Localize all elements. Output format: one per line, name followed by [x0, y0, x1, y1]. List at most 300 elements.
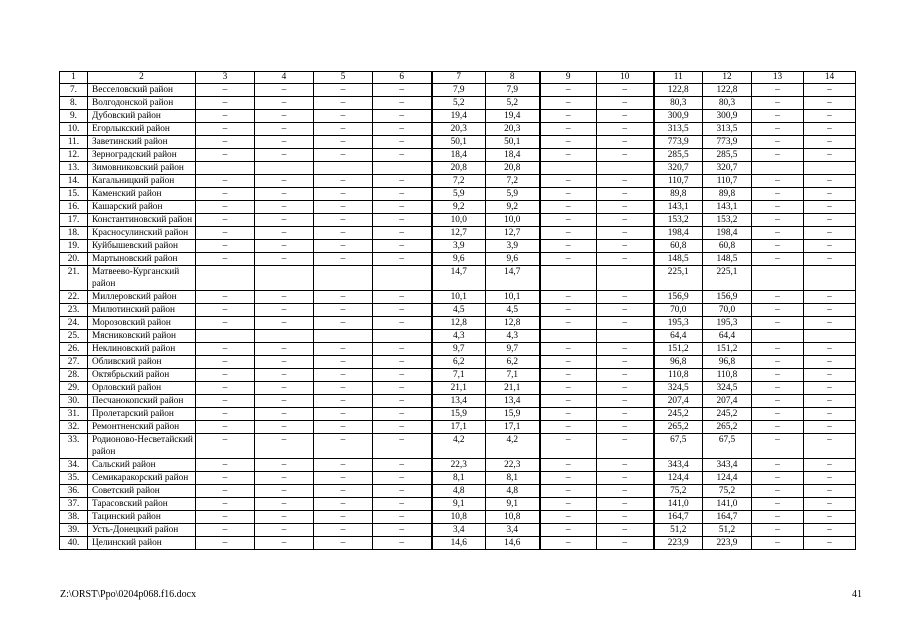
value-cell: –: [540, 84, 597, 97]
value-cell: 4,8: [486, 485, 540, 498]
value-cell: 265,2: [703, 421, 752, 434]
column-number: 6: [373, 72, 432, 84]
value-cell: –: [255, 84, 314, 97]
value-cell: –: [752, 485, 804, 498]
row-number: 38.: [60, 511, 88, 524]
value-cell: 51,2: [703, 524, 752, 537]
value-cell: 3,4: [432, 524, 486, 537]
row-number: 14.: [60, 175, 88, 188]
value-cell: –: [255, 524, 314, 537]
value-cell: 122,8: [654, 84, 703, 97]
value-cell: 265,2: [654, 421, 703, 434]
value-cell: [804, 162, 856, 175]
value-cell: –: [597, 240, 654, 253]
value-cell: –: [314, 227, 373, 240]
row-number: 22.: [60, 291, 88, 304]
table-row: [60, 317, 856, 330]
value-cell: –: [752, 84, 804, 97]
table-row: [60, 214, 856, 227]
district-name: Морозовский район: [88, 317, 196, 330]
column-number: 10: [597, 72, 654, 84]
value-cell: 313,5: [703, 123, 752, 136]
value-cell: 8,1: [432, 472, 486, 485]
value-cell: –: [752, 395, 804, 408]
value-cell: 300,9: [654, 110, 703, 123]
table-row: [60, 511, 856, 524]
district-name: Волгодонской район: [88, 97, 196, 110]
value-cell: –: [752, 110, 804, 123]
value-cell: –: [804, 472, 856, 485]
value-cell: 320,7: [654, 162, 703, 175]
value-cell: –: [314, 110, 373, 123]
value-cell: –: [804, 253, 856, 266]
value-cell: 9,2: [486, 201, 540, 214]
value-cell: –: [373, 395, 432, 408]
value-cell: 6,2: [486, 356, 540, 369]
value-cell: 9,7: [486, 343, 540, 356]
value-cell: 141,0: [654, 498, 703, 511]
value-cell: 225,1: [654, 266, 703, 291]
value-cell: 5,2: [486, 97, 540, 110]
value-cell: –: [373, 110, 432, 123]
value-cell: –: [540, 304, 597, 317]
value-cell: 96,8: [703, 356, 752, 369]
value-cell: 15,9: [432, 408, 486, 421]
value-cell: –: [314, 395, 373, 408]
table-row: [60, 240, 856, 253]
row-number: 25.: [60, 330, 88, 343]
row-number: 21.: [60, 266, 88, 291]
column-number: 9: [540, 72, 597, 84]
value-cell: 9,1: [486, 498, 540, 511]
value-cell: [752, 330, 804, 343]
district-name: Зимовниковский район: [88, 162, 196, 175]
value-cell: –: [314, 524, 373, 537]
value-cell: –: [804, 188, 856, 201]
value-cell: –: [597, 356, 654, 369]
value-cell: –: [255, 421, 314, 434]
value-cell: –: [752, 421, 804, 434]
value-cell: 343,4: [703, 459, 752, 472]
value-cell: 80,3: [703, 97, 752, 110]
value-cell: 89,8: [703, 188, 752, 201]
value-cell: –: [373, 434, 432, 459]
value-cell: –: [540, 472, 597, 485]
value-cell: 5,2: [432, 97, 486, 110]
value-cell: [314, 330, 373, 343]
value-cell: –: [373, 240, 432, 253]
value-cell: 9,6: [486, 253, 540, 266]
value-cell: –: [314, 434, 373, 459]
value-cell: –: [314, 123, 373, 136]
value-cell: –: [597, 382, 654, 395]
row-number: 23.: [60, 304, 88, 317]
value-cell: –: [540, 524, 597, 537]
value-cell: –: [752, 304, 804, 317]
row-number: 39.: [60, 524, 88, 537]
value-cell: [373, 330, 432, 343]
district-name: Неклиновский район: [88, 343, 196, 356]
value-cell: –: [373, 188, 432, 201]
value-cell: 12,8: [432, 317, 486, 330]
value-cell: 9,6: [432, 253, 486, 266]
value-cell: 22,3: [432, 459, 486, 472]
row-number: 36.: [60, 485, 88, 498]
district-name: Семикаракорский район: [88, 472, 196, 485]
value-cell: –: [373, 459, 432, 472]
value-cell: –: [597, 485, 654, 498]
value-cell: –: [373, 408, 432, 421]
value-cell: 18,4: [486, 149, 540, 162]
value-cell: 285,5: [703, 149, 752, 162]
value-cell: 324,5: [654, 382, 703, 395]
table-row: [60, 369, 856, 382]
table-row: [60, 459, 856, 472]
value-cell: –: [196, 395, 255, 408]
value-cell: 153,2: [703, 214, 752, 227]
column-number: 8: [486, 72, 540, 84]
value-cell: 96,8: [654, 356, 703, 369]
value-cell: 4,3: [432, 330, 486, 343]
district-name: Обливский район: [88, 356, 196, 369]
value-cell: 156,9: [654, 291, 703, 304]
value-cell: –: [255, 149, 314, 162]
value-cell: –: [196, 524, 255, 537]
value-cell: 110,8: [654, 369, 703, 382]
value-cell: –: [196, 369, 255, 382]
district-name: Ремонтненский район: [88, 421, 196, 434]
value-cell: [597, 162, 654, 175]
value-cell: 10,8: [486, 511, 540, 524]
value-cell: –: [597, 84, 654, 97]
value-cell: –: [255, 485, 314, 498]
district-name: Зерноградский район: [88, 149, 196, 162]
value-cell: 4,3: [486, 330, 540, 343]
value-cell: –: [255, 511, 314, 524]
value-cell: –: [373, 214, 432, 227]
value-cell: –: [314, 149, 373, 162]
value-cell: –: [540, 149, 597, 162]
value-cell: –: [752, 317, 804, 330]
district-name: Весселовский район: [88, 84, 196, 97]
value-cell: –: [196, 240, 255, 253]
row-number: 37.: [60, 498, 88, 511]
value-cell: –: [752, 149, 804, 162]
table-row: [60, 524, 856, 537]
value-cell: 20,8: [486, 162, 540, 175]
value-cell: –: [314, 369, 373, 382]
value-cell: –: [597, 149, 654, 162]
value-cell: –: [597, 524, 654, 537]
district-name: Миллеровский район: [88, 291, 196, 304]
district-name: Красносулинский район: [88, 227, 196, 240]
value-cell: –: [804, 356, 856, 369]
value-cell: 124,4: [703, 472, 752, 485]
value-cell: –: [314, 291, 373, 304]
value-cell: 20,8: [432, 162, 486, 175]
value-cell: [804, 266, 856, 291]
value-cell: [540, 162, 597, 175]
value-cell: 195,3: [703, 317, 752, 330]
value-cell: –: [752, 369, 804, 382]
table-row: [60, 356, 856, 369]
column-number: 7: [432, 72, 486, 84]
district-name: Кашарский район: [88, 201, 196, 214]
value-cell: [540, 266, 597, 291]
table-row: [60, 175, 856, 188]
value-cell: 10,0: [486, 214, 540, 227]
value-cell: –: [540, 240, 597, 253]
value-cell: 19,4: [486, 110, 540, 123]
value-cell: 164,7: [654, 511, 703, 524]
value-cell: 343,4: [654, 459, 703, 472]
value-cell: –: [314, 472, 373, 485]
value-cell: –: [804, 227, 856, 240]
table-row: [60, 123, 856, 136]
value-cell: 10,0: [432, 214, 486, 227]
value-cell: –: [540, 110, 597, 123]
value-cell: –: [804, 459, 856, 472]
value-cell: –: [752, 201, 804, 214]
value-cell: –: [196, 304, 255, 317]
value-cell: –: [752, 175, 804, 188]
column-number: 3: [196, 72, 255, 84]
table-row: [60, 227, 856, 240]
value-cell: –: [804, 240, 856, 253]
value-cell: –: [255, 395, 314, 408]
value-cell: –: [540, 356, 597, 369]
value-cell: 223,9: [654, 537, 703, 550]
row-number: 24.: [60, 317, 88, 330]
value-cell: [804, 330, 856, 343]
value-cell: –: [804, 175, 856, 188]
value-cell: –: [255, 214, 314, 227]
row-number: 7.: [60, 84, 88, 97]
value-cell: –: [804, 291, 856, 304]
value-cell: –: [255, 382, 314, 395]
district-name: Родионово-Несветайский район: [88, 434, 196, 459]
value-cell: 7,1: [486, 369, 540, 382]
row-number: 31.: [60, 408, 88, 421]
value-cell: –: [196, 459, 255, 472]
value-cell: 225,1: [703, 266, 752, 291]
value-cell: –: [804, 123, 856, 136]
value-cell: –: [314, 408, 373, 421]
value-cell: –: [540, 188, 597, 201]
value-cell: 4,5: [486, 304, 540, 317]
value-cell: [314, 266, 373, 291]
value-cell: 143,1: [703, 201, 752, 214]
value-cell: –: [255, 408, 314, 421]
value-cell: –: [255, 343, 314, 356]
table-row: [60, 330, 856, 343]
value-cell: –: [540, 214, 597, 227]
value-cell: –: [752, 227, 804, 240]
column-number: 2: [88, 72, 196, 84]
value-cell: 9,2: [432, 201, 486, 214]
value-cell: –: [373, 511, 432, 524]
value-cell: –: [314, 214, 373, 227]
value-cell: 223,9: [703, 537, 752, 550]
value-cell: 164,7: [703, 511, 752, 524]
value-cell: –: [373, 317, 432, 330]
value-cell: 50,1: [432, 136, 486, 149]
value-cell: –: [597, 253, 654, 266]
district-name: Каменский район: [88, 188, 196, 201]
value-cell: 21,1: [432, 382, 486, 395]
value-cell: –: [804, 317, 856, 330]
value-cell: –: [804, 110, 856, 123]
value-cell: –: [804, 97, 856, 110]
value-cell: 124,4: [654, 472, 703, 485]
value-cell: 13,4: [486, 395, 540, 408]
row-number: 28.: [60, 369, 88, 382]
value-cell: –: [255, 291, 314, 304]
value-cell: 3,9: [432, 240, 486, 253]
value-cell: 70,0: [654, 304, 703, 317]
value-cell: 300,9: [703, 110, 752, 123]
column-number: 12: [703, 72, 752, 84]
row-number: 19.: [60, 240, 88, 253]
value-cell: –: [196, 291, 255, 304]
value-cell: –: [804, 136, 856, 149]
value-cell: –: [373, 524, 432, 537]
value-cell: 5,9: [432, 188, 486, 201]
district-name: Заветинский район: [88, 136, 196, 149]
value-cell: 198,4: [703, 227, 752, 240]
district-name: Милютинский район: [88, 304, 196, 317]
value-cell: –: [597, 343, 654, 356]
table-row: [60, 343, 856, 356]
value-cell: –: [752, 343, 804, 356]
value-cell: 50,1: [486, 136, 540, 149]
value-cell: –: [373, 291, 432, 304]
value-cell: –: [373, 227, 432, 240]
value-cell: 773,9: [654, 136, 703, 149]
value-cell: –: [540, 201, 597, 214]
value-cell: –: [540, 382, 597, 395]
value-cell: [752, 162, 804, 175]
column-number: 5: [314, 72, 373, 84]
value-cell: –: [314, 382, 373, 395]
row-number: 26.: [60, 343, 88, 356]
row-number: 30.: [60, 395, 88, 408]
value-cell: –: [255, 110, 314, 123]
value-cell: [196, 266, 255, 291]
value-cell: 64,4: [654, 330, 703, 343]
value-cell: –: [804, 382, 856, 395]
value-cell: 14,6: [432, 537, 486, 550]
value-cell: –: [597, 434, 654, 459]
district-name: Советский район: [88, 485, 196, 498]
value-cell: 151,2: [703, 343, 752, 356]
district-name: Мясниковский район: [88, 330, 196, 343]
value-cell: –: [540, 343, 597, 356]
value-cell: –: [540, 498, 597, 511]
value-cell: –: [314, 240, 373, 253]
value-cell: –: [196, 175, 255, 188]
value-cell: –: [373, 485, 432, 498]
table-row: [60, 266, 856, 291]
value-cell: –: [752, 408, 804, 421]
value-cell: –: [540, 459, 597, 472]
value-cell: –: [752, 188, 804, 201]
value-cell: 122,8: [703, 84, 752, 97]
value-cell: –: [314, 84, 373, 97]
value-cell: –: [804, 395, 856, 408]
value-cell: 4,2: [486, 434, 540, 459]
row-number: 17.: [60, 214, 88, 227]
value-cell: –: [752, 136, 804, 149]
value-cell: –: [314, 188, 373, 201]
value-cell: 51,2: [654, 524, 703, 537]
value-cell: 67,5: [703, 434, 752, 459]
value-cell: 89,8: [654, 188, 703, 201]
value-cell: 18,4: [432, 149, 486, 162]
value-cell: –: [540, 291, 597, 304]
row-number: 11.: [60, 136, 88, 149]
value-cell: –: [752, 472, 804, 485]
value-cell: –: [314, 304, 373, 317]
value-cell: 110,8: [703, 369, 752, 382]
table-row: [60, 201, 856, 214]
row-number: 16.: [60, 201, 88, 214]
value-cell: –: [373, 253, 432, 266]
value-cell: –: [373, 382, 432, 395]
value-cell: –: [255, 498, 314, 511]
table-row: [60, 472, 856, 485]
table-row: [60, 291, 856, 304]
value-cell: 10,8: [432, 511, 486, 524]
value-cell: –: [752, 511, 804, 524]
data-table: [59, 71, 856, 550]
row-number: 27.: [60, 356, 88, 369]
value-cell: –: [314, 317, 373, 330]
value-cell: 7,2: [486, 175, 540, 188]
value-cell: –: [540, 175, 597, 188]
value-cell: –: [804, 524, 856, 537]
value-cell: [540, 330, 597, 343]
value-cell: –: [255, 240, 314, 253]
value-cell: –: [540, 317, 597, 330]
value-cell: [196, 330, 255, 343]
value-cell: –: [752, 356, 804, 369]
district-name: Куйбышевский район: [88, 240, 196, 253]
value-cell: 148,5: [654, 253, 703, 266]
value-cell: 17,1: [486, 421, 540, 434]
value-cell: –: [597, 188, 654, 201]
district-name: Кагальницкий район: [88, 175, 196, 188]
table-row: [60, 253, 856, 266]
table-row: [60, 84, 856, 97]
value-cell: 143,1: [654, 201, 703, 214]
value-cell: –: [314, 485, 373, 498]
district-name: Егорлыкский район: [88, 123, 196, 136]
table-row: [60, 304, 856, 317]
row-number: 40.: [60, 537, 88, 550]
table-row: [60, 498, 856, 511]
row-number: 12.: [60, 149, 88, 162]
value-cell: –: [373, 304, 432, 317]
value-cell: –: [804, 537, 856, 550]
value-cell: –: [255, 317, 314, 330]
value-cell: –: [314, 136, 373, 149]
value-cell: –: [314, 175, 373, 188]
value-cell: 7,9: [432, 84, 486, 97]
value-cell: –: [597, 421, 654, 434]
value-cell: 12,7: [432, 227, 486, 240]
value-cell: –: [314, 253, 373, 266]
